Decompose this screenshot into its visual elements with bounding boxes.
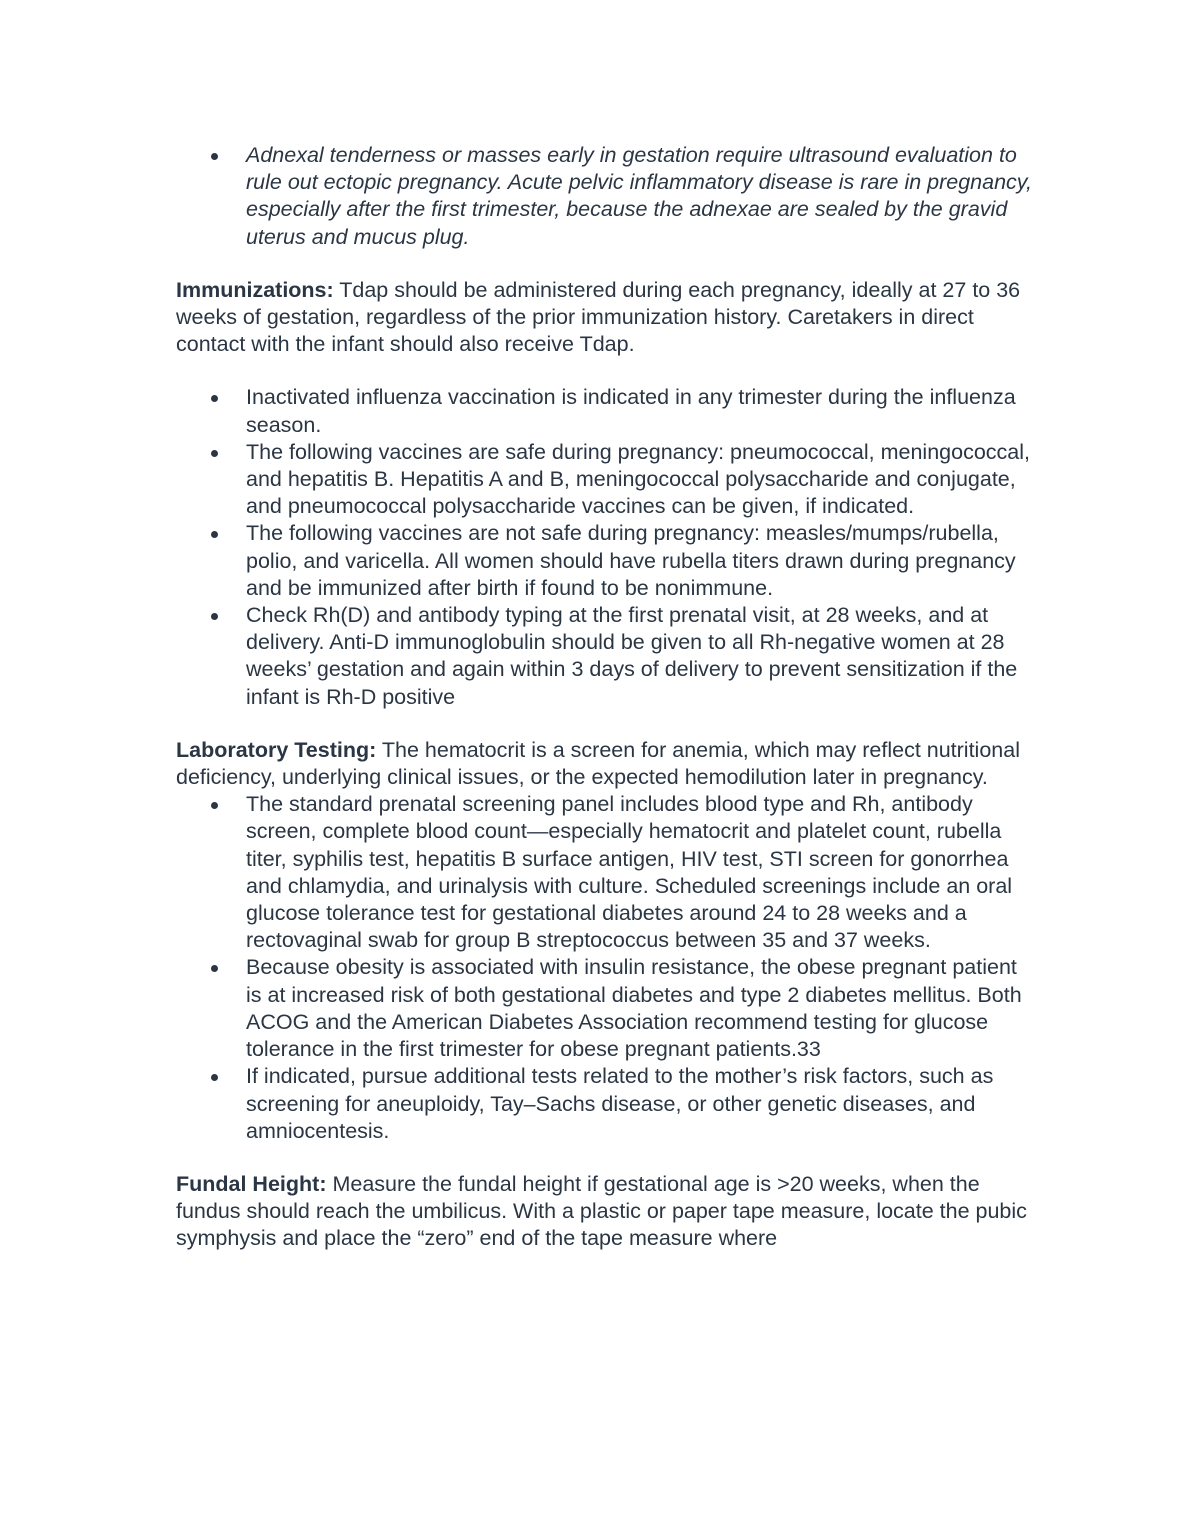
list-item-text: Check Rh(D) and antibody typing at the first prenatal visit, at 28 weeks, and at delivery. Anti-D immunoglobulin should be given to all Rh-negative women at 28 weeks’ gestation and again within 3 days of delivery to prevent sensitization if the infant is Rh-D positive (246, 603, 1018, 709)
list-item (176, 602, 1036, 711)
document-page (176, 142, 1036, 1253)
list-item (176, 520, 1036, 602)
list-item-text: Because obesity is associated with insulin resistance, the obese pregnant patient is at increased risk of both gestational diabetes and type 2 diabetes mellitus. Both ACOG and the American Diabetes Association recommend testing for glucose tolerance in the first trimester for obese pregnant patients.33 (246, 955, 1022, 1062)
list-item (176, 791, 1036, 954)
bullet-icon (211, 153, 218, 160)
fundal-height-text: Measure the fundal height if gestational age is >20 weeks, when the fundus should reach the umbilicus. With a plastic or paper tape measure, locate the pubic symphysis and place the “zero” end of the tape measure where (176, 1171, 1027, 1251)
list-item (176, 439, 1036, 521)
fundal-height-heading: Fundal Height: (176, 1171, 327, 1196)
immunizations-paragraph (176, 277, 1036, 359)
bullet-icon (211, 613, 218, 620)
list-item-text: The following vaccines are not safe during pregnancy: measles/mumps/rubella, polio, and varicella. All women should have rubella titers drawn during pregnancy and be immunized after birth if found to be nonimmune. (246, 521, 1016, 600)
list-item-text: Adnexal tenderness or masses early in gestation require ultrasound evaluation to rule out ectopic pregnancy. Acute pelvic inflammatory disease is rare in pregnancy, especially after the first trimester, because the adnexae are sealed by the gravid uterus and mucus plug. (246, 143, 1032, 249)
bullet-icon (211, 965, 218, 972)
intro-list (176, 142, 1036, 251)
fundal-height-paragraph (176, 1171, 1036, 1253)
immunizations-heading: Immunizations: (176, 277, 334, 302)
list-item-text: The following vaccines are safe during pregnancy: pneumococcal, meningococcal, and hepatitis B. Hepatitis A and B, meningococcal polysaccharide and conjugate, and pneumococcal polysaccharide vaccines can be given, if indicated. (246, 439, 1030, 519)
lab-testing-heading: Laboratory Testing: (176, 737, 377, 762)
lab-testing-text: The hematocrit is a screen for anemia, which may reflect nutritional deficiency, underlying clinical issues, or the expected hemodilution later in pregnancy. (176, 737, 1020, 790)
list-item (176, 384, 1036, 438)
bullet-icon (211, 395, 218, 402)
immunizations-text: Tdap should be administered during each pregnancy, ideally at 27 to 36 weeks of gestation, regardless of the prior immunization history. Caretakers in direct contact with the infant should also receive Tdap. (176, 277, 1021, 357)
list-item-text: If indicated, pursue additional tests related to the mother’s risk factors, such as screening for aneuploidy, Tay–Sachs disease, or other genetic diseases, and amniocentesis. (246, 1064, 994, 1143)
bullet-icon (211, 1074, 218, 1081)
bullet-icon (211, 450, 218, 457)
list-item (176, 1063, 1036, 1145)
list-item-text: The standard prenatal screening panel includes blood type and Rh, antibody screen, complete blood count—especially hematocrit and platelet count, rubella titer, syphilis test, hepatitis B surface antigen, HIV test, STI screen for gonorrhea and chlamydia, and urinalysis with culture. Scheduled screenings include an oral glucose tolerance test for gestational diabetes around 24 to 28 weeks and a rectovaginal swab for group B streptococcus between 35 and 37 weeks. (246, 792, 1013, 953)
lab-testing-list (176, 791, 1036, 1145)
list-item-text: Inactivated influenza vaccination is indicated in any trimester during the influenza season. (246, 385, 1016, 437)
list-item (176, 954, 1036, 1063)
list-item (176, 142, 1036, 251)
lab-testing-paragraph (176, 737, 1036, 791)
immunizations-list (176, 384, 1036, 710)
bullet-icon (211, 531, 218, 538)
bullet-icon (211, 802, 218, 809)
